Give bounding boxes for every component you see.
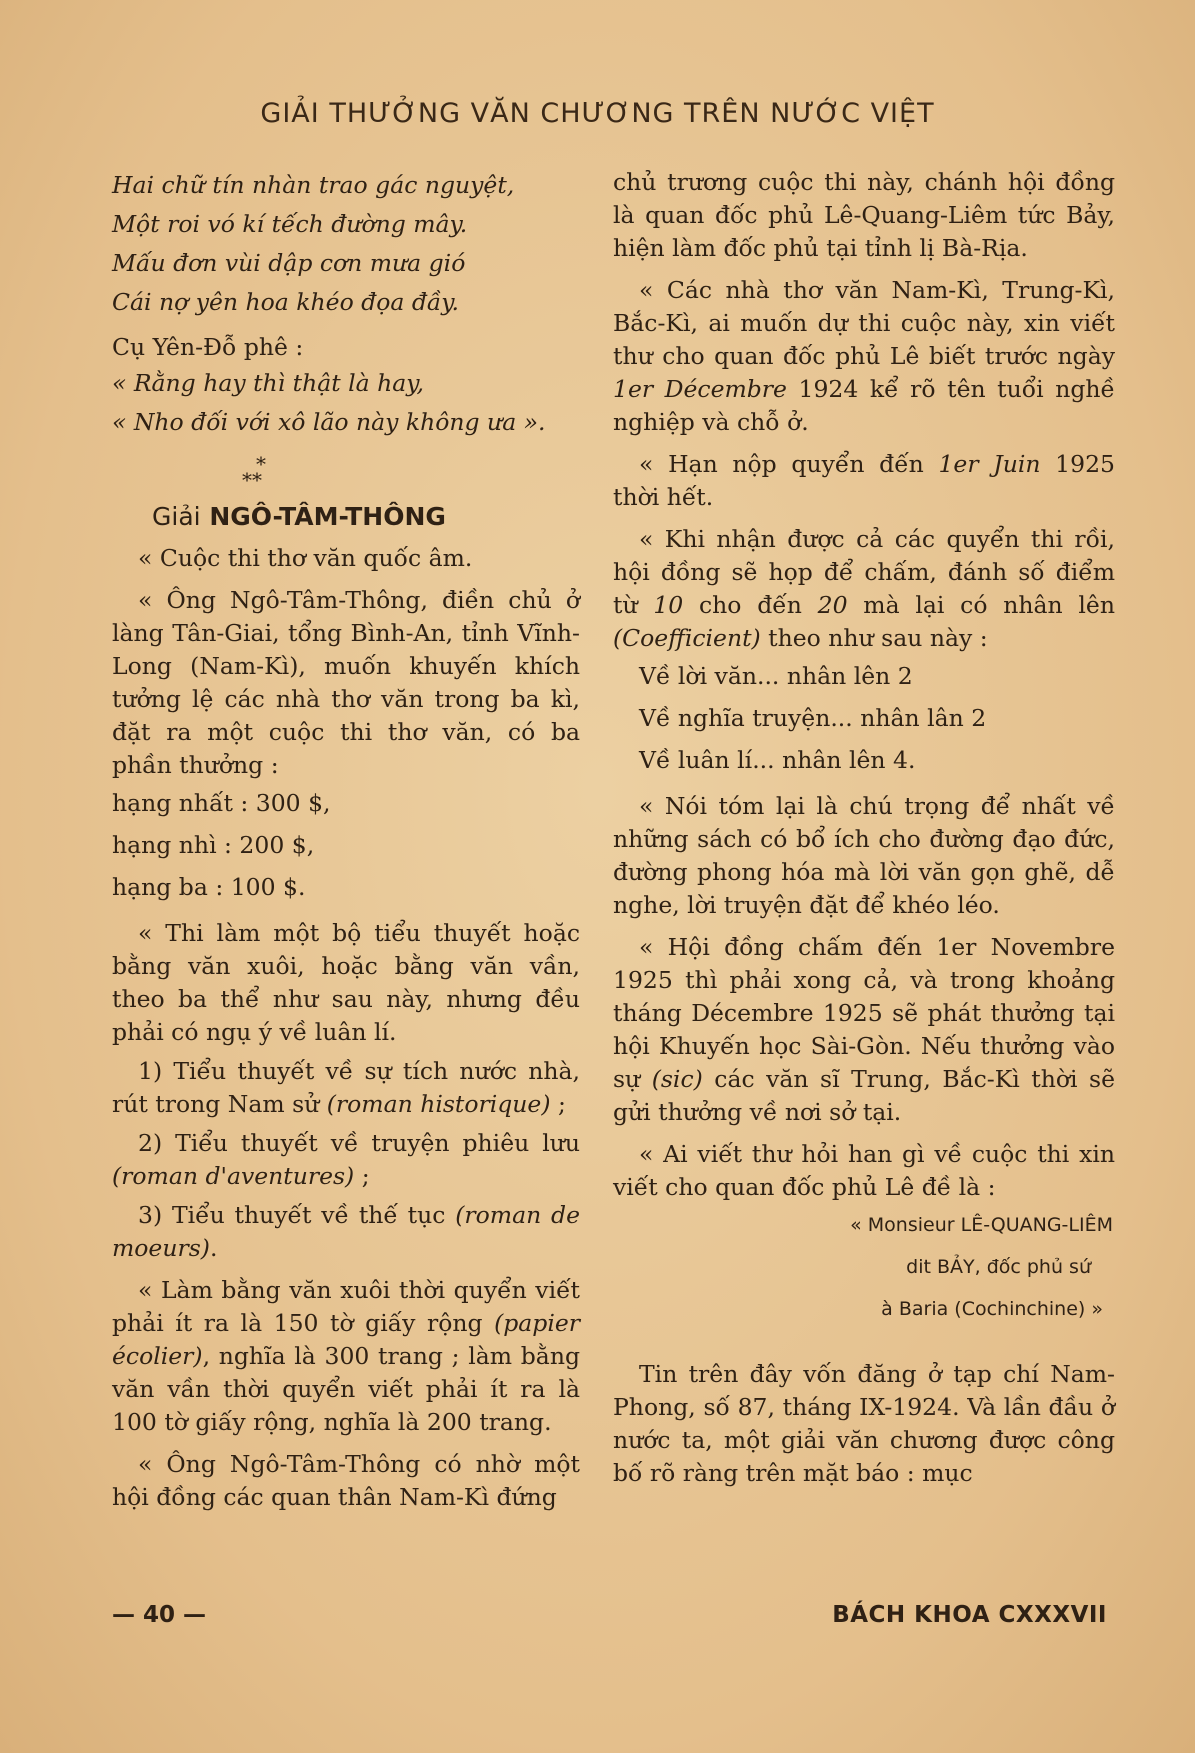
paragraph-french: (Coefficient) (613, 624, 761, 652)
paragraph: « Ai viết thư hỏi han gì về cuộc thi xin viết cho quan đốc phủ Lê đề là : (613, 1140, 1115, 1201)
page-header: GIẢI THƯỞNG VĂN CHƯƠNG TRÊN NƯỚC VIỆT (260, 98, 935, 129)
paragraph-text: « Làm bằng văn xuôi thời quyển viết phải ít ra là 150 tờ giấy rộng (112, 1276, 580, 1337)
section-title (112, 500, 580, 533)
comment-intro: Cụ Yên-Đỗ phê : (112, 333, 304, 361)
poem-line: Hai chữ tín nhàn trao gác nguyệt, (112, 171, 515, 199)
paragraph-text: 1924 kể rõ tên tuổi nghề nghiệp và chỗ ở. (613, 375, 1115, 436)
paragraph: Tin trên đây vốn đăng ở tạp chí Nam-Phong, số 87, tháng IX-1924. Và lần đầu ở nước ta, một giải văn chương được công bố rõ ràng trên mặt báo : mục (613, 1360, 1115, 1487)
number-text: 10 (653, 591, 684, 619)
paragraph-french: (papier écolier) (112, 1309, 580, 1370)
rank-line: hạng ba : 100 $. (112, 873, 306, 901)
paragraph: « Ông Ngô-Tâm-Thông có nhờ một hội đồng các quan thân Nam-Kì đứng (112, 1450, 580, 1511)
paragraph: « Cuộc thi thơ văn quốc âm. (138, 544, 473, 572)
list-item-text: 3) Tiểu thuyết về thế tục (138, 1201, 456, 1229)
paragraph-text: 1925 thời hết. (613, 450, 1115, 511)
poem-line: Một roi vó kí tếch đường mây. (112, 210, 468, 238)
coefficient-list (613, 655, 1115, 781)
coefficient-line: Về luân lí... nhân lên 4. (639, 746, 916, 774)
list-item (112, 1199, 580, 1265)
poem-line: Cái nợ yên hoa khéo đọa đầy. (112, 288, 459, 316)
section-title-name: NGÔ-TÂM-THÔNG (209, 502, 446, 531)
rank-line: hạng nhì : 200 $, (112, 831, 315, 859)
paragraph-text: mà lại có nhân lên (847, 591, 1115, 619)
prize-ranks (112, 782, 580, 908)
right-column (613, 166, 1115, 1490)
paragraph: « Nói tóm lại là chú trọng để nhất về những sách có bổ ích cho đường đạo đức, đường phong hóa mà lời văn gọn ghẽ, dễ nghe, lời truyện đặt để khéo léo. (613, 792, 1115, 919)
left-column (112, 166, 580, 1514)
list-item (112, 1127, 580, 1193)
comment-verse (112, 364, 580, 442)
paragraph (613, 931, 1115, 1129)
address-line: « Monsieur LÊ-QUANG-LIÊM (850, 1214, 1113, 1236)
list-item-text: 1) Tiểu thuyết về sự tích nước nhà, rút trong Nam sử (112, 1057, 580, 1118)
poem (112, 166, 580, 322)
section-title-prefix: Giải (152, 502, 201, 531)
sic-text: (sic) (651, 1065, 703, 1093)
comment-line: « Nho đối với xô lão này không ưa ». (112, 408, 546, 436)
paragraph (613, 274, 1115, 439)
paragraph (112, 1274, 580, 1439)
list-item-french: (roman d'aventures) (112, 1162, 355, 1190)
paragraph-text: , nghĩa là 300 trang ; làm bằng văn vần thời quyển viết phải ít ra là 100 tờ giấy rộng, nghĩa là 200 trang. (112, 1342, 580, 1436)
paragraph-text: « Khi nhận được cả các quyển thi rồi, hội đồng sẽ họp để chấm, đánh số điểm từ (613, 525, 1115, 619)
coefficient-line: Về lời văn... nhân lên 2 (639, 662, 913, 690)
list-item-french: (roman historique) (326, 1090, 551, 1118)
star-top: * (256, 452, 266, 476)
paragraph (613, 448, 1115, 514)
coefficient-line: Về nghĩa truyện... nhân lân 2 (639, 704, 987, 732)
paragraph (613, 523, 1115, 655)
paragraph-text: « Hạn nộp quyển đến (639, 450, 939, 478)
address-line: à Baria (Cochinchine) » (881, 1298, 1103, 1320)
journal-name: BÁCH KHOA CXXXVII (832, 1602, 1107, 1628)
section-divider-stars (112, 452, 292, 492)
address-signature (613, 1204, 1115, 1330)
list-item-french: (roman de moeurs) (112, 1201, 581, 1262)
number-text: 20 (817, 591, 848, 619)
paragraph-text: theo như sau này : (760, 624, 988, 652)
rank-line: hạng nhất : 300 $, (112, 789, 331, 817)
list-item (112, 1055, 580, 1121)
list-item-end: ; (354, 1162, 370, 1190)
comment-line: « Rằng hay thì thật là hay, (112, 369, 424, 397)
paragraph: chủ trương cuộc thi này, chánh hội đồng là quan đốc phủ Lê-Quang-Liêm tức Bảy, hiện làm đốc phủ tại tỉnh lị Bà-Rịa. (613, 168, 1115, 262)
date-text: 1er Juin (938, 450, 1041, 478)
list-item-end: . (209, 1234, 218, 1262)
paragraph: « Thi làm một bộ tiểu thuyết hoặc bằng văn xuôi, hoặc bằng văn vần, theo ba thể như sau này, nhưng đều phải có ngụ ý về luân lí. (112, 919, 580, 1046)
date-text: 1er Décembre (613, 375, 787, 403)
list-item-end: ; (550, 1090, 566, 1118)
list-item-text: 2) Tiểu thuyết về truyện phiêu lưu (138, 1129, 580, 1157)
address-line: dit BẢY, đốc phủ sứ (906, 1256, 1091, 1278)
paragraph-text: cho đến (683, 591, 818, 619)
paragraph-text: « Các nhà thơ văn Nam-Kì, Trung-Kì, Bắc-Kì, ai muốn dự thi cuộc này, xin viết thư cho quan đốc phủ Lê biết trước ngày (613, 276, 1115, 370)
poem-line: Mấu đơn vùi dập cơn mưa gió (112, 249, 466, 277)
star-bottom: ** (242, 468, 262, 492)
paragraph-text: « Hội đồng chấm đến 1er Novembre 1925 thì phải xong cả, và trong khoảng tháng Décembre 1925 sẽ phát thưởng tại hội Khuyến học Sài-Gòn. Nếu thưởng vào sự (613, 933, 1115, 1093)
page-number: — 40 — (112, 1602, 207, 1628)
paragraph: « Ông Ngô-Tâm-Thông, điền chủ ở làng Tân-Giai, tổng Bình-An, tỉnh Vĩnh-Long (Nam-Kì), muốn khuyến khích tưởng lệ các nhà thơ văn trong ba kì, đặt ra một cuộc thi thơ văn, có ba phần thưởng : (112, 586, 580, 779)
paragraph-text: các văn sĩ Trung, Bắc-Kì thời sẽ gửi thưởng về nơi sở tại. (613, 1065, 1115, 1126)
